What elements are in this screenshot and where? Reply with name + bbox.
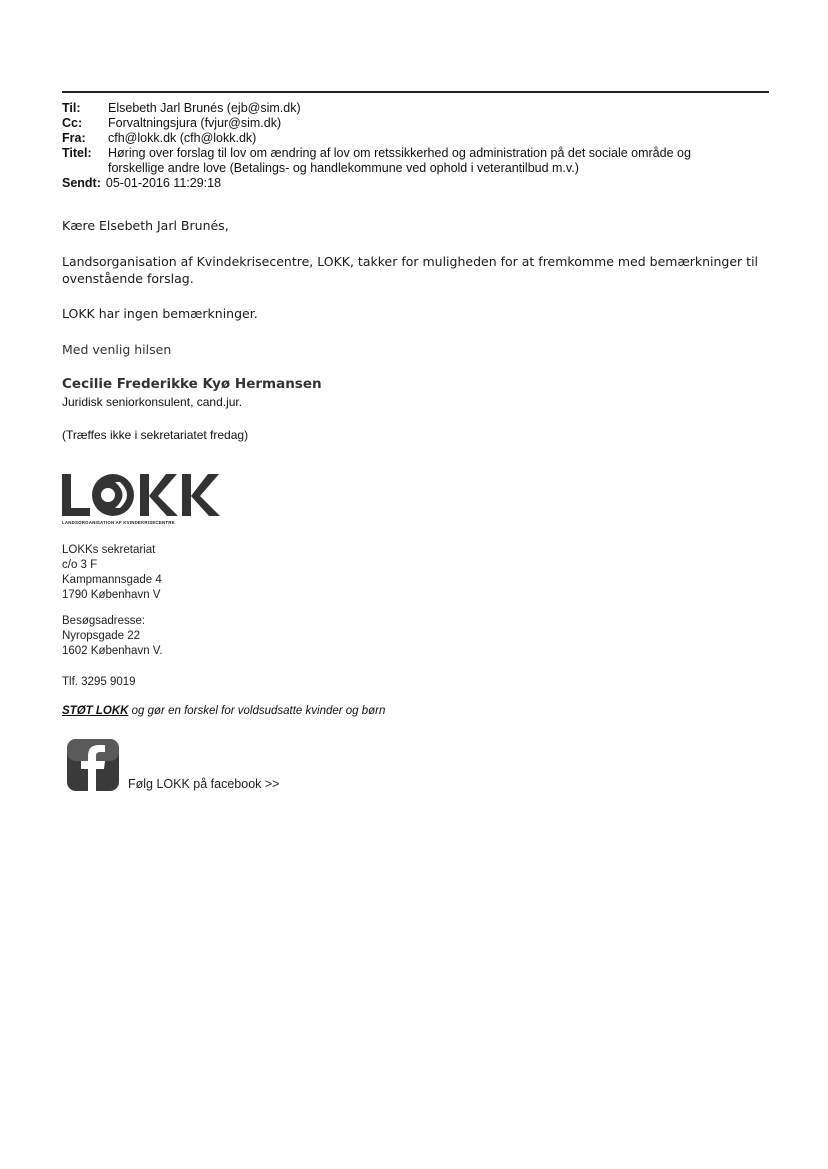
from-label: Fra: bbox=[62, 131, 86, 145]
subject-line-1: Høring over forslag til lov om ændring af lov om retssikkerhed og administration på det sociale område og bbox=[108, 146, 691, 160]
sent-row bbox=[62, 176, 762, 191]
body-paragraph-2: LOKK har ingen bemærkninger. bbox=[62, 306, 258, 321]
cc-label: Cc: bbox=[62, 116, 83, 130]
address-line-4: 1790 København V bbox=[62, 589, 161, 601]
subject-line-2: forskellige andre love (Betalings- og handlekommune ved ophold i veterantilbud m.v.) bbox=[108, 161, 579, 175]
logo-subtitle: LANDSORGANISATION AF KVINDEKRISECENTRE bbox=[62, 520, 175, 525]
cc-value: Forvaltningsjura (fvjur@sim.dk) bbox=[108, 116, 282, 130]
to-label: Til: bbox=[62, 101, 81, 115]
subject-label: Titel: bbox=[62, 146, 92, 160]
phone-number: Tlf. 3295 9019 bbox=[62, 676, 136, 688]
email-header bbox=[62, 101, 762, 191]
closing: Med venlig hilsen bbox=[62, 342, 172, 357]
facebook-icon[interactable] bbox=[66, 738, 120, 792]
from-row bbox=[62, 131, 762, 146]
header-divider bbox=[62, 91, 769, 93]
body-paragraph-1: Landsorganisation af Kvindekrisecentre, LOKK, takker for muligheden for at fremkomme med bemærkninger til ovenstående forslag. bbox=[62, 254, 759, 286]
to-row bbox=[62, 101, 762, 116]
subject-row bbox=[62, 146, 762, 176]
address-line-2: c/o 3 F bbox=[62, 559, 98, 571]
cc-row bbox=[62, 116, 762, 131]
signature-note: (Træffes ikke i sekretariatet fredag) bbox=[62, 428, 249, 442]
support-text: og gør en forskel for voldsudsatte kvinder og børn bbox=[128, 705, 386, 717]
support-link[interactable]: STØT LOKK bbox=[62, 705, 129, 717]
secretariat-address bbox=[62, 543, 162, 603]
signature-title: Juridisk seniorkonsulent, cand.jur. bbox=[62, 395, 243, 409]
visit-label: Besøgsadresse: bbox=[62, 615, 146, 627]
signature-name: Cecilie Frederikke Kyø Hermansen bbox=[62, 376, 322, 392]
visit-address bbox=[62, 614, 163, 659]
to-value: Elsebeth Jarl Brunés (ejb@sim.dk) bbox=[108, 101, 301, 115]
subject-value bbox=[108, 146, 762, 176]
sent-label: Sendt: bbox=[62, 176, 101, 190]
facebook-link[interactable]: Følg LOKK på facebook >> bbox=[128, 777, 280, 791]
sent-value: 05-01-2016 11:29:18 bbox=[105, 176, 222, 190]
support-line bbox=[62, 705, 385, 717]
address-line-1: LOKKs sekretariat bbox=[62, 544, 156, 556]
visit-line-2: 1602 København V. bbox=[62, 645, 163, 657]
greeting: Kære Elsebeth Jarl Brunés, bbox=[62, 218, 229, 233]
visit-line-1: Nyropsgade 22 bbox=[62, 630, 140, 642]
from-value: cfh@lokk.dk (cfh@lokk.dk) bbox=[108, 131, 257, 145]
address-line-3: Kampmannsgade 4 bbox=[62, 574, 162, 586]
